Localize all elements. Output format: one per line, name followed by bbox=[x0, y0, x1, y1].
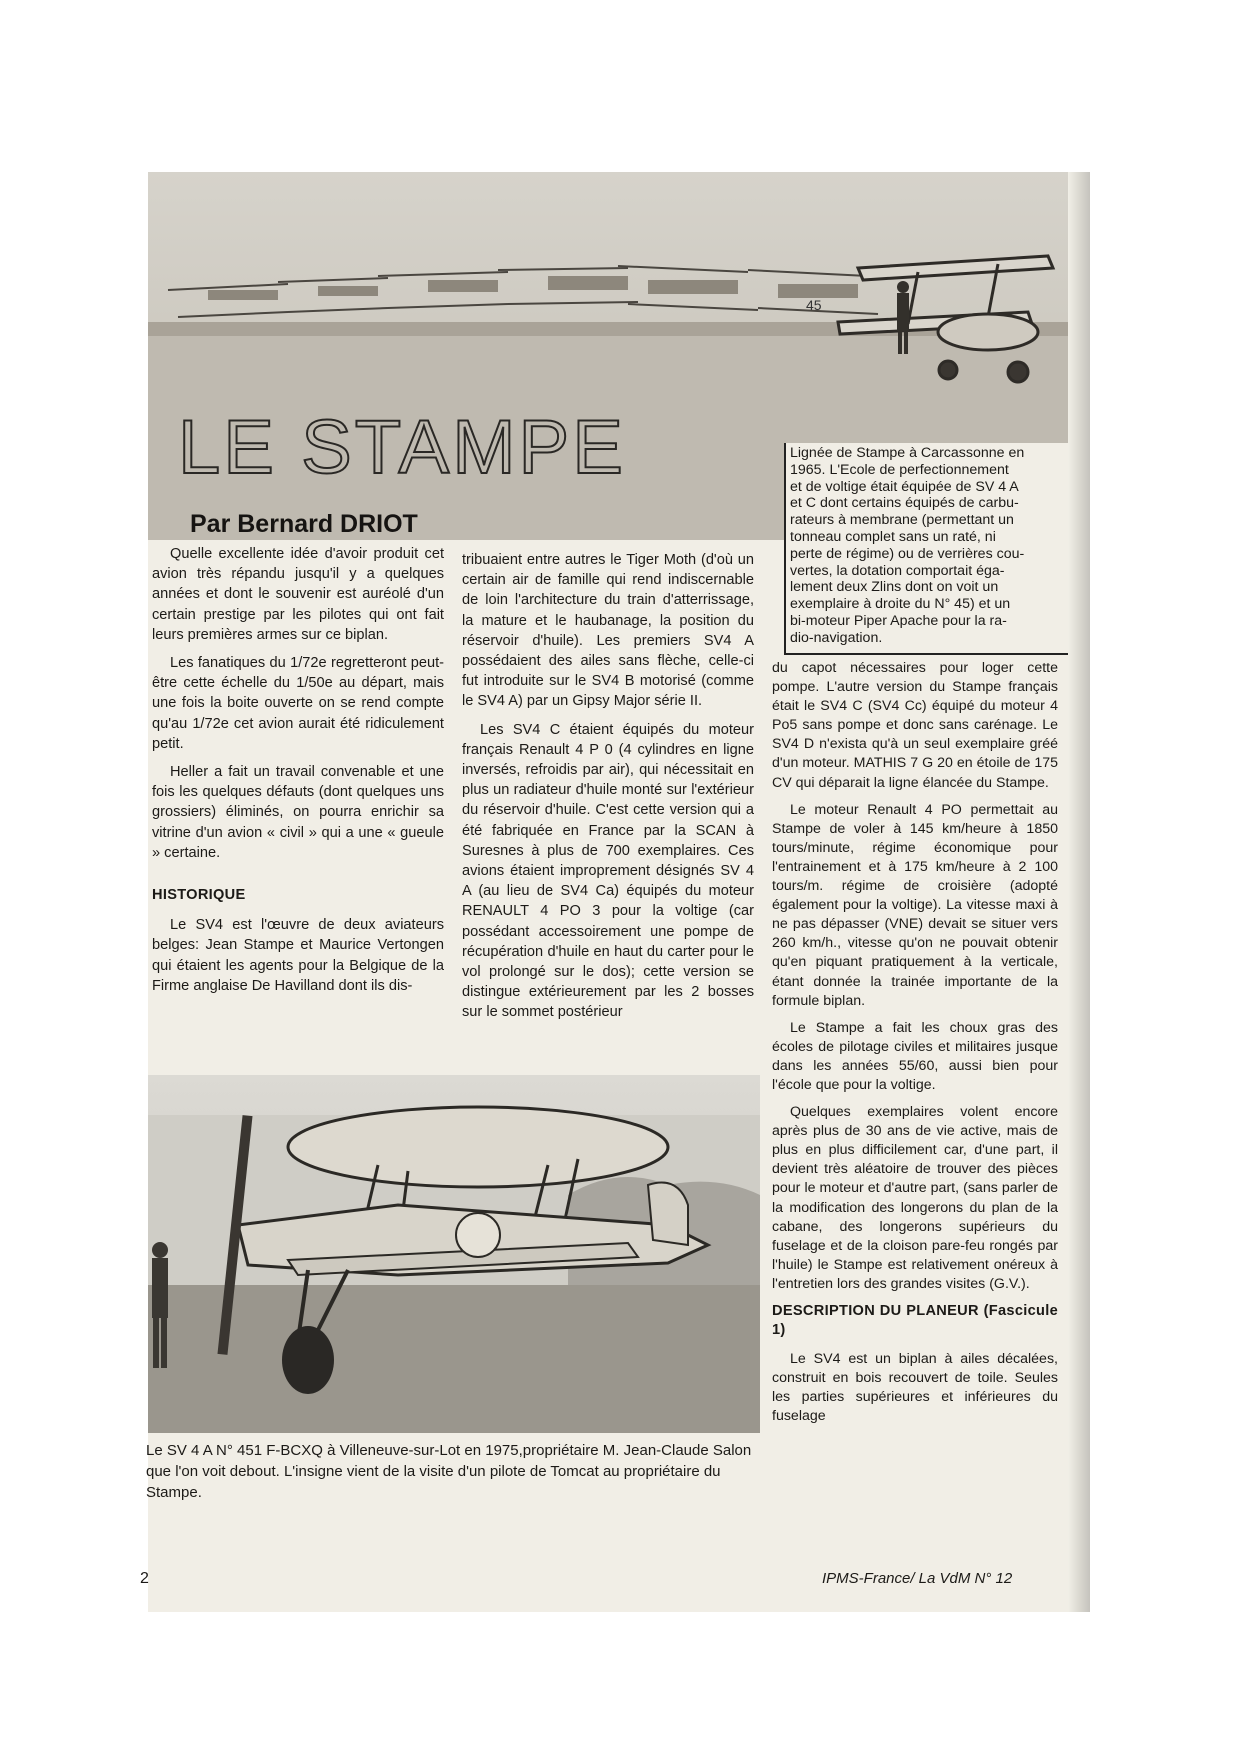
column-left bbox=[152, 544, 444, 1004]
paragraph: Le SV4 est un biplan à ailes décalées, construit en bois recouvert de toile. Seules les parties supérieures et inférieures du fuselage bbox=[772, 1351, 1058, 1425]
section-heading-description: DESCRIPTION DU PLANEUR (Fascicule 1) bbox=[772, 1303, 1058, 1339]
caption-line: tonneau complet sans un raté, ni bbox=[790, 528, 996, 545]
caption-line: exemplaire à droite du N° 45) et un bbox=[790, 596, 1011, 613]
caption-line: lement deux Zlins dont on voit un bbox=[790, 579, 999, 596]
paragraph: Le Stampe a fait les choux gras des écoles de pilotage civiles et militaires jusque dans les années 55/60, aussi bien pour l'école que pour la voltige. bbox=[772, 1019, 1058, 1093]
page-edge-shadow bbox=[1068, 172, 1090, 1612]
column-right bbox=[772, 659, 1058, 1435]
caption-line: et de voltige était équipée de SV 4 A bbox=[790, 478, 1019, 495]
photo-caption-text bbox=[790, 445, 1056, 647]
paragraph: Le moteur Renault 4 PO permettait au Stampe de voler à 145 km/heure à 1850 tours/minute, régime économique pour l'entrainement et à 175 km/heure à 2 100 tours/m. régime de croisière (adopté également pour la voltige). La vitesse maxi à ne pas dépasser (VNE) devait se situer vers 260 km/h., vitesse qu'on ne pouvait obtenir qu'en piquant pratiquement à la verticale, étant donnée la trainée importante de la formule biplan. bbox=[772, 801, 1058, 1009]
photo-caption: Le SV 4 A N° 451 F-BCXQ à Villeneuve-sur-Lot en 1975,propriétaire M. Jean-Claude Salon que l'on voit debout. L'insigne vient de la visite d'un pilote de Tomcat au propriétaire du Stampe. bbox=[146, 1442, 752, 1501]
paragraph: Quelle excellente idée d'avoir produit cet avion très répandu jusqu'il y a quelques années et dont le souvenir est auréolé d'un certain prestige par les pilotes qui ont fait leurs premières armes sur ce biplan. bbox=[152, 546, 444, 643]
caption-line: vertes, la dotation comportait éga- bbox=[790, 562, 1005, 579]
column-middle bbox=[462, 550, 754, 1031]
caption-line: 1965. L'Ecole de perfectionnement bbox=[790, 461, 1009, 478]
paragraph: du capot nécessaires pour loger cette pompe. L'autre version du Stampe français était le SV4 C (SV4 Cc) équipé du moteur 4 Po5 sans pompe et donc sans carénage. Le SV4 D n'exista qu'à un seul exemplaire gréé d'un moteur. MATHIS 7 G 20 en étoile de 175 CV qui déparait la ligne élancée du Stampe. bbox=[772, 660, 1058, 791]
biplane-photo bbox=[148, 1075, 760, 1433]
paragraph: Les fanatiques du 1/72e regretteront peut-être cette échelle du 1/50e au départ, mais une fois la boite ouverte on se rend compte qu'au 1/72e cet avion aurait été ridiculement petit. bbox=[152, 655, 444, 752]
section-heading-historique: HISTORIQUE bbox=[152, 887, 246, 904]
footer-publication: IPMS-France/ La VdM N° 12 bbox=[822, 1570, 1013, 1587]
paragraph: Le SV4 est l'œuvre de deux aviateurs belges: Jean Stampe et Maurice Vertongen qui étaient les agents pour la Belgique de la Firme anglaise De Havilland dont ils dis- bbox=[152, 917, 444, 994]
caption-line: et C dont certains équipés de carbu- bbox=[790, 495, 1019, 512]
article-title: LE STAMPE bbox=[178, 405, 626, 490]
caption-line: rateurs à membrane (permettant un bbox=[790, 512, 1014, 529]
paragraph: Quelques exemplaires volent encore après plus de 30 ans de vie active, mais de plus en plus difficilement car, d'une part, il devient très aléatoire de trouver des pièces pour le moteur et d'autre part, (sans parler de la modification des longerons du plan de la cabane, des longerons supérieurs du fuselage et de la cloison pare-feu rongés par l'huile) le Stampe est relativement onéreux à l'entretien lors des grandes visites (G.V.). bbox=[772, 1104, 1058, 1292]
caption-line: perte de régime) ou de verrières cou- bbox=[790, 545, 1025, 562]
paragraph: Heller a fait un travail convenable et une fois les quelques défauts (dont quelques uns grossiers) éliminés, on pourra enrichir sa vitrine d'un avion « civil » qui a une « gueule » certaine. bbox=[152, 764, 444, 861]
paragraph: Les SV4 C étaient équipés du moteur français Renault 4 P 0 (4 cylindres en ligne inversés, refroidis par air), qui nécessitait en plus un radiateur d'huile monté sur l'extérieur du réservoir d'huile. C'est cette version qui a été fabriquée en France par la SCAN à Suresnes à plus de 700 exemplaires. Ces avions étaient improprement désignés SV 4 A (au lieu de SV4 Ca) équipés du moteur RENAULT 4 PO 3 pour la voltige (car possédant accessoirement une pompe de récupération d'huile en haut du carter pour le vol prolongé sur le dos); cette version se distingue extérieurement par les 2 bosses sur le sommet postérieur bbox=[462, 721, 754, 1021]
biplane-illustration bbox=[148, 1075, 760, 1433]
caption-line: Lignée de Stampe à Carcassonne en bbox=[790, 445, 1025, 461]
page-number: 2 bbox=[140, 1570, 149, 1587]
svg-text:45: 45 bbox=[806, 297, 822, 313]
article-author: Par Bernard DRIOT bbox=[190, 510, 418, 538]
caption-line: bi-moteur Piper Apache pour la ra- bbox=[790, 612, 1007, 629]
paragraph: tribuaient entre autres le Tiger Moth (d'où un certain air de famille qui rend indiscernable de loin l'architecture du train d'atterrissage, la mature et le haubanage, la position du réservoir d'huile). Les premiers SV4 A possédaient des ailes sans flèche, celle-ci fut introduite sur le SV4 B motorisé (comme le SV4 A) par un Gipsy Major série II. bbox=[462, 552, 754, 710]
caption-line: dio-navigation. bbox=[790, 629, 883, 646]
